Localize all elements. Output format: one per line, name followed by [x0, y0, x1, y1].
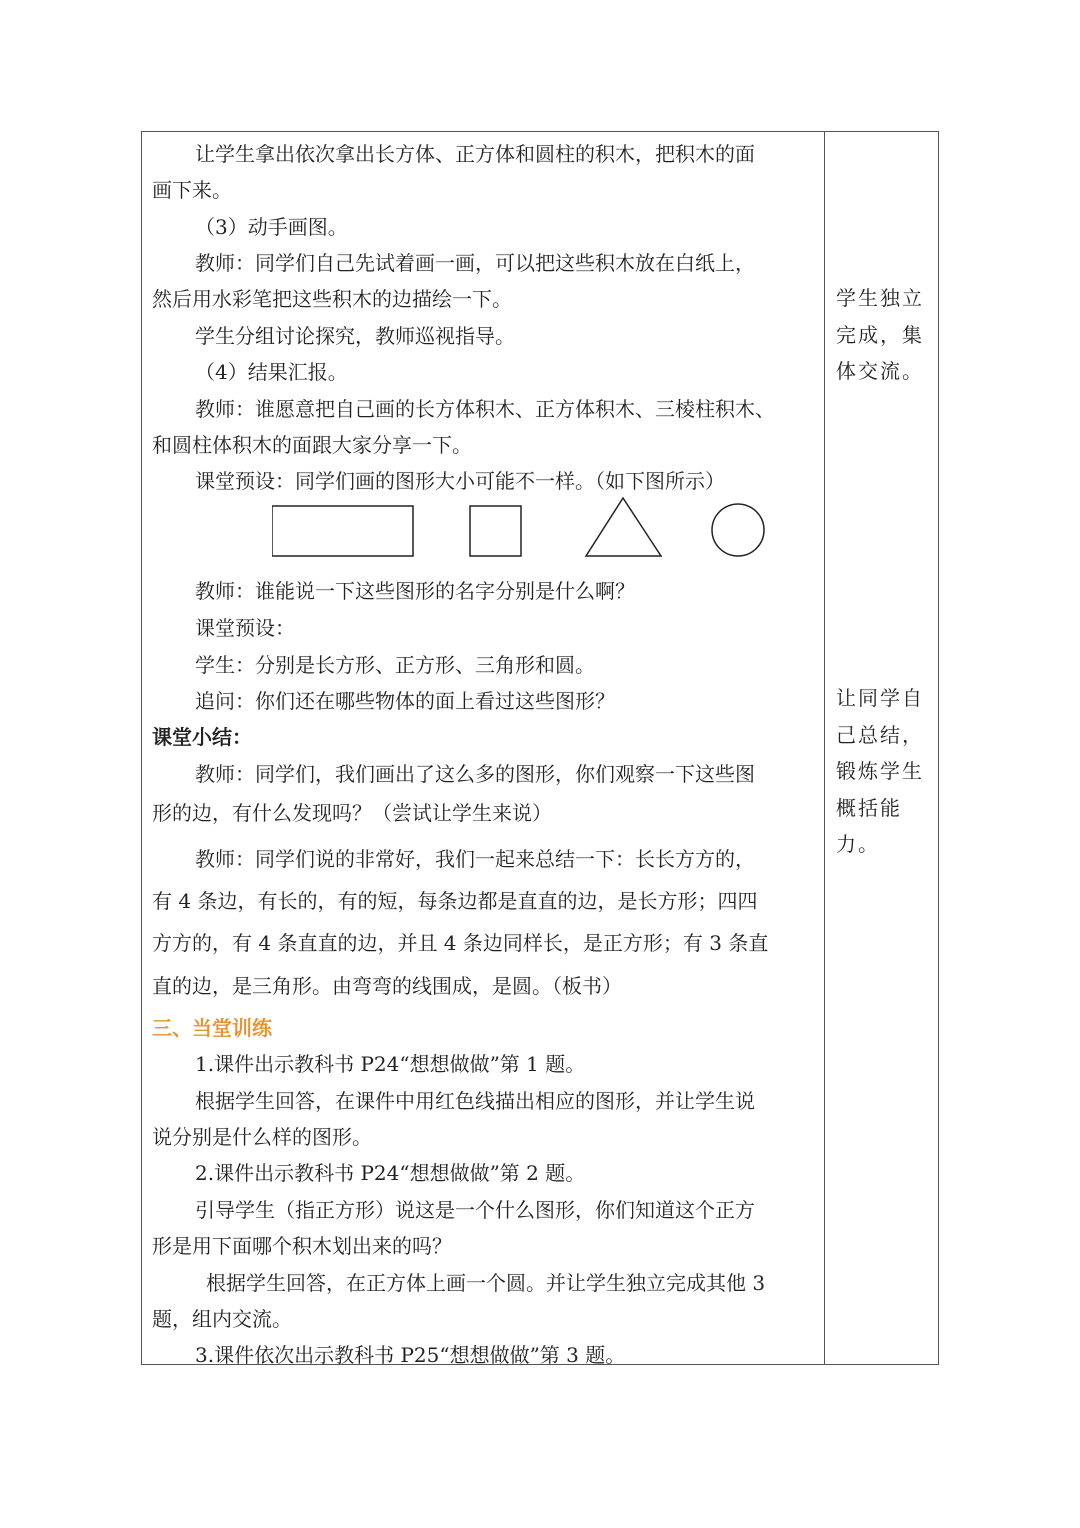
side-note-line: 力。	[836, 832, 880, 856]
text-line: 形是用下面哪个积木划出来的吗？	[152, 1234, 452, 1258]
text-line: 直的边，是三角形。由弯弯的线围成，是圆。（板书）	[152, 974, 622, 998]
text-line: 让学生拿出依次拿出长方体、正方体和圆柱的积木，把积木的面	[195, 142, 755, 166]
text-line: 画下来。	[152, 178, 232, 202]
text-line: 形的边，有什么发现吗？（尝试让学生来说）	[152, 801, 552, 825]
side-note-line: 学生独立	[836, 286, 924, 310]
text-line: 然后用水彩笔把这些积木的边描绘一下。	[152, 287, 512, 311]
exercise-item: 3.课件依次出示教科书 P25“想想做做”第 3 题。	[195, 1343, 626, 1367]
shapes-figure	[272, 496, 792, 566]
rectangle-shape	[272, 506, 413, 556]
text-line: 教师：谁愿意把自己画的长方体积木、正方体积木、三棱柱积木、	[195, 397, 775, 421]
step-heading: （3）动手画图。	[195, 215, 348, 239]
exercise-item: 2.课件出示教科书 P24“想想做做”第 2 题。	[195, 1161, 586, 1185]
text-line: 学生分组讨论探究，教师巡视指导。	[195, 324, 515, 348]
column-divider	[824, 132, 825, 1364]
text-line: 说分别是什么样的图形。	[152, 1125, 372, 1149]
text-line: 教师：同学们，我们画出了这么多的图形，你们观察一下这些图	[195, 762, 755, 786]
section-heading-practice: 三、当堂训练	[152, 1016, 272, 1040]
text-line: 和圆柱体积木的面跟大家分享一下。	[152, 433, 472, 457]
text-line: 课堂预设：同学们画的图形大小可能不一样。（如下图所示）	[195, 469, 725, 493]
exercise-item: 1.课件出示教科书 P24“想想做做”第 1 题。	[195, 1052, 586, 1076]
side-note-line: 概括能	[836, 796, 902, 820]
text-line: 引导学生（指正方形）说这是一个什么图形，你们知道这个正方	[195, 1198, 755, 1222]
text-line: 题，组内交流。	[152, 1307, 292, 1331]
square-shape	[470, 506, 521, 556]
side-note-line: 锻炼学生	[836, 759, 924, 783]
text-line: 课堂预设：	[195, 616, 295, 640]
side-note-line: 己总结，	[836, 723, 924, 747]
text-line: 根据学生回答，在正方体上画一个圆。并让学生独立完成其他 3	[206, 1271, 766, 1295]
side-note-line: 体交流。	[836, 359, 924, 383]
text-line: 有 4 条边，有长的，有的短，每条边都是直直的边，是长方形；四四	[152, 889, 758, 913]
text-line: 教师：同学们说的非常好，我们一起来总结一下：长长方方的，	[195, 847, 755, 871]
text-line: 教师：同学们自己先试着画一画，可以把这些积木放在白纸上，	[195, 251, 755, 275]
step-heading: （4）结果汇报。	[195, 360, 348, 384]
side-note-line: 完成，集	[836, 323, 924, 347]
triangle-shape	[586, 498, 661, 556]
section-heading-summary: 课堂小结：	[152, 725, 252, 749]
circle-shape	[712, 504, 764, 556]
text-line: 方方的，有 4 条直直的边，并且 4 条边同样长，是正方形；有 3 条直	[152, 931, 769, 955]
lesson-table	[141, 131, 939, 1365]
text-line: 追问：你们还在哪些物体的面上看过这些图形？	[195, 689, 615, 713]
text-line: 根据学生回答，在课件中用红色线描出相应的图形，并让学生说	[195, 1089, 755, 1113]
text-line: 学生：分别是长方形、正方形、三角形和圆。	[195, 653, 595, 677]
side-note-line: 让同学自	[836, 686, 924, 710]
text-line: 教师：谁能说一下这些图形的名字分别是什么啊？	[195, 579, 635, 603]
